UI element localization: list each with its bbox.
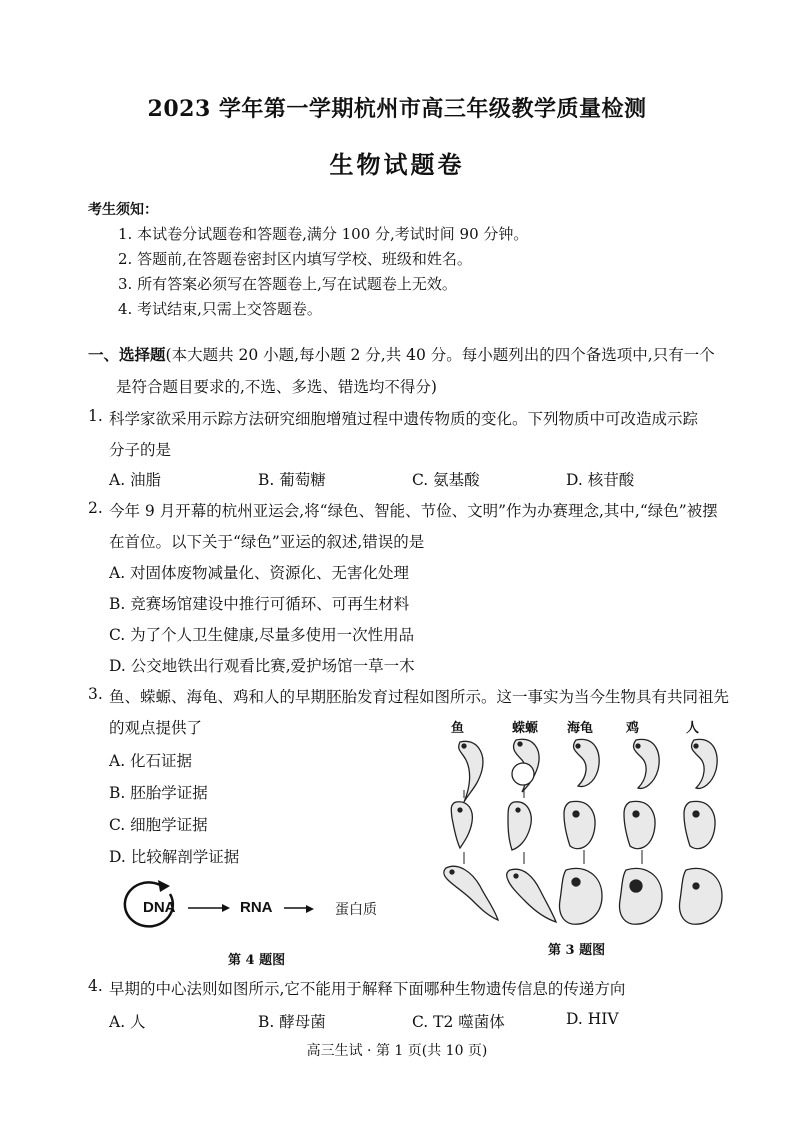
option-c: C. 为了个人卫生健康,尽量多使用一次性用品 xyxy=(109,626,415,644)
option-d: D. HIV xyxy=(566,1010,619,1028)
salamander-embryo-stage1 xyxy=(512,739,539,792)
human-embryo-stage1 xyxy=(692,739,718,788)
question-text: 分子的是 xyxy=(109,441,172,459)
paper-subtitle: 生物试题卷 xyxy=(329,150,465,179)
question-number: 1. xyxy=(88,407,103,425)
option-d: D. 公交地铁出行观看比赛,爱护场馆一草一木 xyxy=(109,657,415,675)
option-c: C. 细胞学证据 xyxy=(109,816,208,834)
page-footer: 高三生试 · 第 1 页(共 10 页) xyxy=(306,1043,488,1059)
salamander-embryo-stage2 xyxy=(508,802,531,850)
chicken-embryo-stage3 xyxy=(620,868,663,924)
section-intro xyxy=(88,343,715,365)
chicken-embryo-stage2 xyxy=(624,801,655,848)
option-d: D. 比较解剖学证据 xyxy=(109,848,240,866)
question-number: 4. xyxy=(88,977,103,995)
fig3-label-fish: 鱼 xyxy=(451,721,465,736)
section-label: 一、选择题 xyxy=(88,345,166,364)
question-text: 在首位。以下关于“绿色”亚运的叙述,错误的是 xyxy=(109,533,425,551)
option-b: B. 竞赛场馆建设中推行可循环、可再生材料 xyxy=(109,595,410,613)
question-text: 鱼、蝾螈、海龟、鸡和人的早期胚胎发育过程如图所示。这一事实为当今生物具有共同祖先 xyxy=(109,688,730,706)
option-a: A. 对固体废物减量化、资源化、无害化处理 xyxy=(109,564,410,582)
question-number: 2. xyxy=(88,499,103,517)
exam-title: 2023 学年第一学期杭州市高三年级教学质量检测 xyxy=(147,96,647,122)
fish-embryo-stage1 xyxy=(459,741,483,802)
turtle-embryo-stage1 xyxy=(574,739,600,786)
human-embryo-stage3 xyxy=(680,868,723,924)
question-text: 今年 9 月开幕的杭州亚运会,将“绿色、智能、节俭、文明”作为办赛理念,其中,“绿色”被摆 xyxy=(109,502,718,520)
rna-label: RNA xyxy=(240,899,273,916)
question-text: 的观点提供了 xyxy=(109,719,203,737)
notice-item: 2. 答题前,在答题卷密封区内填写学校、班级和姓名。 xyxy=(118,250,472,268)
notice-item: 4. 考试结束,只需上交答题卷。 xyxy=(118,300,322,318)
translation-arrowhead xyxy=(288,904,314,914)
fig3-label-salamander: 蝾螈 xyxy=(512,721,539,736)
notice-heading: 考生须知： xyxy=(88,202,158,218)
option-b: B. 酵母菌 xyxy=(258,1013,326,1031)
notice-item: 1. 本试卷分试题卷和答题卷,满分 100 分,考试时间 90 分钟。 xyxy=(118,225,529,243)
figure3-caption: 第 3 题图 xyxy=(548,943,606,958)
figure4-caption: 第 4 题图 xyxy=(228,953,286,968)
dna-label: DNA xyxy=(143,899,176,916)
question-number: 3. xyxy=(88,685,103,703)
chicken-embryo-stage1 xyxy=(634,739,660,788)
question-text: 科学家欲采用示踪方法研究细胞增殖过程中遗传物质的变化。下列物质中可改造成示踪 xyxy=(109,410,699,428)
question-text: 早期的中心法则如图所示,它不能用于解释下面哪种生物遗传信息的传递方向 xyxy=(109,980,626,998)
replication-arrowhead xyxy=(158,880,170,892)
section-intro-line2: 是符合题目要求的,不选、多选、错选均不得分) xyxy=(116,378,437,396)
option-b: B. 葡萄糖 xyxy=(258,471,326,489)
turtle-embryo-stage2 xyxy=(564,801,595,848)
option-a: A. 人 xyxy=(109,1013,146,1031)
option-b: B. 胚胎学证据 xyxy=(109,784,208,802)
option-a: A. 化石证据 xyxy=(109,752,193,770)
option-d: D. 核苷酸 xyxy=(566,471,635,489)
protein-label: 蛋白质 xyxy=(335,902,377,918)
option-c: C. 氨基酸 xyxy=(412,471,480,489)
fig3-label-turtle: 海龟 xyxy=(567,721,594,736)
human-embryo-stage2 xyxy=(684,801,715,848)
embryo-comparison-figure xyxy=(438,730,728,935)
option-a: A. 油脂 xyxy=(109,471,162,489)
fig3-label-chicken: 鸡 xyxy=(626,721,640,736)
section-intro-line1: (本大题共 20 小题,每小题 2 分,共 40 分。每小题列出的四个备选项中,只有一个 xyxy=(165,346,715,364)
fish-embryo-stage2 xyxy=(451,802,472,848)
fish-embryo-stage3 xyxy=(444,866,498,920)
fig3-label-human: 人 xyxy=(686,721,700,736)
turtle-embryo-stage3 xyxy=(560,868,603,924)
option-c: C. T2 噬菌体 xyxy=(412,1013,505,1031)
notice-item: 3. 所有答案必须写在答题卷上,写在试题卷上无效。 xyxy=(118,275,457,293)
salamander-embryo-stage3 xyxy=(507,869,556,922)
